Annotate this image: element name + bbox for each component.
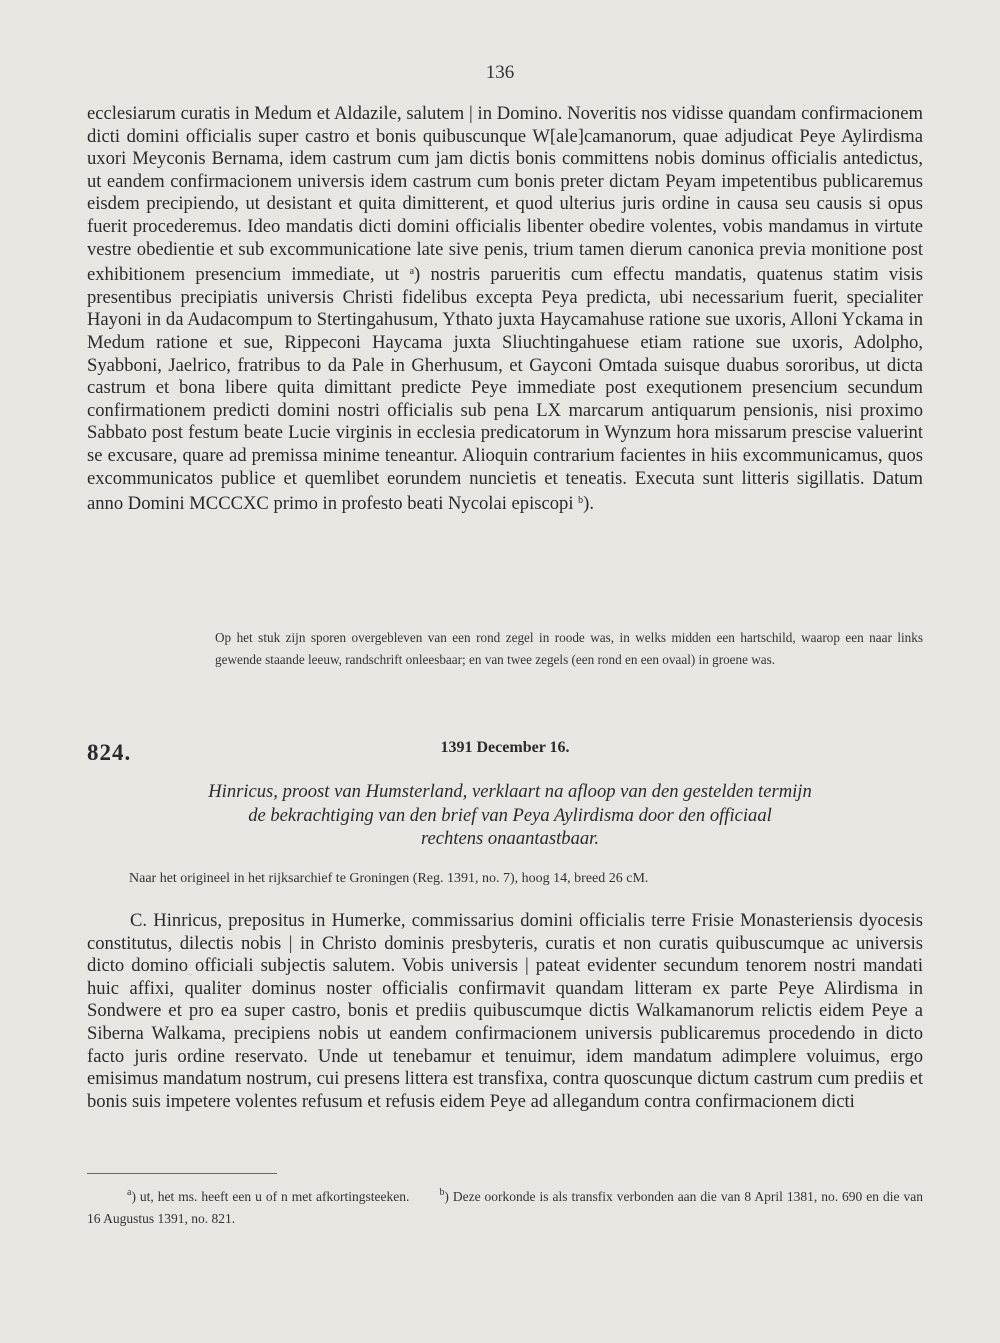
charter-text-part-1: ecclesiarum curatis in Medum et Aldazile, salutem | in Domino. Noveritis nos vidisse quandam confirmacionem dicti domini officialis super castro et bonis quibuscunque W[ale]camanorum, quae adjudicat Peye Aylirdisma uxori Meyconis Bernama, idem castrum cum jam dictis bonis committens nobis dominus officialis antedictus, ut eandem confirmacionem universis idem castrum cum bonis preter dictam Peyam impetentibus publicaremus eisdem precipiendo, ut desistant et quita dimitterent, et quod ulterius juris ordine in causa seu causis si opus fuerit procederemus. Ideo mandatis dicti domini officialis libenter obedire volentes, vobis mandamus in virtute vestre obedientie et sub excommunicatione late sive penis, trium tamen dierum canonica previa monitione post exhibitionem presencium immediate, ut [87, 103, 923, 286]
summary-line-3: rechtens onaantastbaar. [420, 828, 599, 849]
entry-date: 1391 December 16. [440, 739, 570, 756]
charter-text-part-2: ) nostris parueritis cum effectu mandatis, quatenus statim visis presentibus precipiatis universis Christi fidelibus excepta Peya predicta, ubi necessarium fuerit, specialiter Hayoni in da Audacompum to Stertingahusum, Ythato juxta Haycamahuse ratione sue uxoris, Alloni Yckama in Medum ratione et sue, Rippeconi Haycama juxta Sliuchtingahuese etiam ratione sue uxoris, Adolpho, Syabboni, Jaelrico, fratribus to da Pale in Gherhusum, et Gayconi Omtada suisque duabus sororibus, ut dicta castrum et bona libere quita dimittant predicte Peye immediate post exequtionem presencium secundum confirmationem predicti domini nostri officialis sub pena LX marcarum antiquarum pensionis, nisi proximo Sabbato post festum beate Lucie virginis in ecclesia predicatorum in Wynzum hora missarum prescise valuerint se excusare, quare ad premissa minime teneantur. Alioquin contrarium facientes in hiis excommunicamus, quos excommunicatos publice et quemlibet eorundem nuncietis et teneatis. Executa sunt litteris sigillatis. Datum anno Domini MCCCXC primo in profesto beati Nycolai episcopi [87, 264, 924, 515]
footnote-b-mark: b [439, 1187, 445, 1198]
footnotes [87, 1182, 923, 1230]
seal-note: Op het stuk zijn sporen overgebleven van een rond zegel in roode was, in welks midden een hartschild, waarop een naar links gewende staande leeuw, randschrift onleesbaar; en van twee zegels (een rond en een ovaal) in groene was. [215, 630, 923, 667]
footnote-a-text: ) ut, het ms. heeft een u of n met afkortingsteeken. [131, 1189, 410, 1204]
footnote-b-text: ) Deze oorkonde is als transfix verbonden aan die van 8 April 1381, no. 690 en die van 16 Augustus 1391, no. 821. [87, 1189, 923, 1226]
source-note: Naar het origineel in het rijksarchief te Groningen (Reg. 1391, no. 7), hoog 14, breed 26 cM. [129, 871, 649, 886]
entry-number: 824. [87, 740, 132, 765]
charter-text-continued [87, 103, 923, 516]
charter-text: C. Hinricus, prepositus in Humerke, commissarius domini officialis terre Frisie Monasteriensis dyocesis constitutus, dilectis nobis | in Christo dominis presbyteris, curatis et non curatis quibuscumque ac universis dicto domino officiali subjectis salutem. Vobis universis | pateat evidenter secundum tenorem nostri mandati huic affixi, qualiter dominus noster officialis confirmavit quandam litteram ex parte Peye Alirdisma in Sondwere et pro ea super castro, bonis et prediis quibuscumque dictis Walkamanorum relictis eidem Peye a Siberna Walkama, precipiens nobis ut eandem confirmacionem universis publicaremus procedendo in dicto facto juris ordine reservato. Unde ut tenebamur et tenuimur, idem mandatum adimplere voluimus, ergo emisimus mandatum nostrum, cui presens littera est transfixa, contra quoscunque dictum castrum cum prediis et bonis suis impetere volentes refusum et refusis eidem Peye ad allegandum contra confirmacionem dicti [87, 910, 923, 1112]
page-number: 136 [485, 62, 515, 83]
footnote-mark-a: a [409, 266, 415, 278]
summary-line-2: de bekrachtiging van den brief van Peya Aylirdisma door den officiaal [248, 804, 772, 826]
charter-text-end: ). [583, 493, 594, 515]
summary-line-1: Hinricus, proost van Humsterland, verklaart na afloop van den gestelden termijn [208, 781, 812, 802]
footnote-a [127, 1189, 409, 1204]
footnote-a-mark: a [127, 1187, 132, 1198]
entry-summary [140, 780, 880, 851]
footnote-divider [87, 1173, 277, 1174]
footnote-mark-b: b [578, 495, 584, 507]
